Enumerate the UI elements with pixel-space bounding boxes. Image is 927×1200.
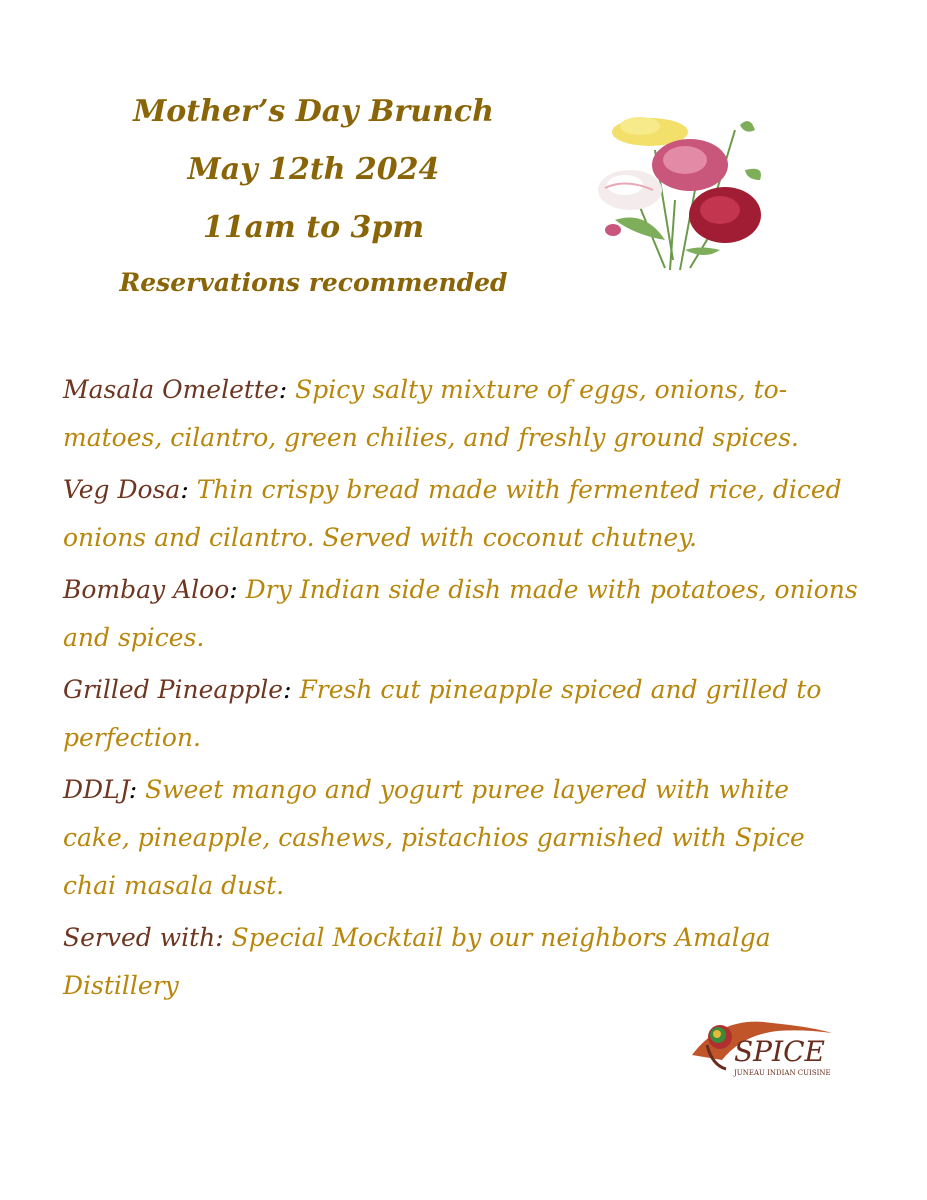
reservation-note: Reservations recommended	[119, 268, 508, 297]
menu-item-description: Fresh cut pineapple spiced and grilled to perfection.	[63, 675, 822, 752]
menu-item-colon: :	[229, 575, 246, 604]
menu-item-name: Masala Omelette	[63, 375, 279, 404]
menu-item-colon: :	[215, 923, 232, 952]
menu-item-description: Thin crispy bread made with fermented rice, diced onions and cilantro. Served with coconut chutney.	[63, 475, 842, 552]
menu-list	[63, 366, 863, 1014]
logo-brand: SPICE	[734, 1035, 825, 1068]
menu-item-name: Veg Dosa	[63, 475, 181, 504]
menu-item	[63, 366, 863, 462]
menu-item-description: Special Mocktail by our neighbors Amalga Distillery	[63, 923, 771, 1000]
menu-item-colon: :	[278, 375, 296, 404]
menu-item-colon: :	[180, 475, 197, 504]
spice-logo-icon	[682, 1005, 842, 1085]
logo-tagline: JUNEAU INDIAN CUISINE	[734, 1069, 831, 1077]
menu-item-name: DDLJ	[63, 775, 129, 804]
menu-item-description: Sweet mango and yogurt puree layered with white cake, pineapple, cashews, pistachios garnished with Spice chai masala dust.	[63, 775, 805, 900]
carnation-bouquet-icon	[575, 110, 775, 275]
menu-item	[63, 666, 863, 762]
menu-item-name: Served with	[63, 923, 216, 952]
menu-item-name: Grilled Pineapple	[63, 675, 284, 704]
event-hours: 11am to 3pm	[202, 210, 425, 245]
menu-item-name: Bombay Aloo	[63, 575, 230, 604]
menu-item	[63, 766, 863, 910]
page-title: Mother’s Day Brunch	[133, 94, 494, 129]
menu-item	[63, 466, 863, 562]
menu-item	[63, 566, 863, 662]
menu-item-description: Spicy salty mixture of eggs, onions, to-matoes, cilantro, green chilies, and freshly ground spices.	[63, 375, 799, 452]
menu-item-colon: :	[283, 675, 300, 704]
menu-item-colon: :	[128, 775, 146, 804]
menu-item-description: Dry Indian side dish made with potatoes, onions and spices.	[63, 575, 858, 652]
menu-item	[63, 914, 863, 1010]
event-date: May 12th 2024	[187, 152, 440, 187]
